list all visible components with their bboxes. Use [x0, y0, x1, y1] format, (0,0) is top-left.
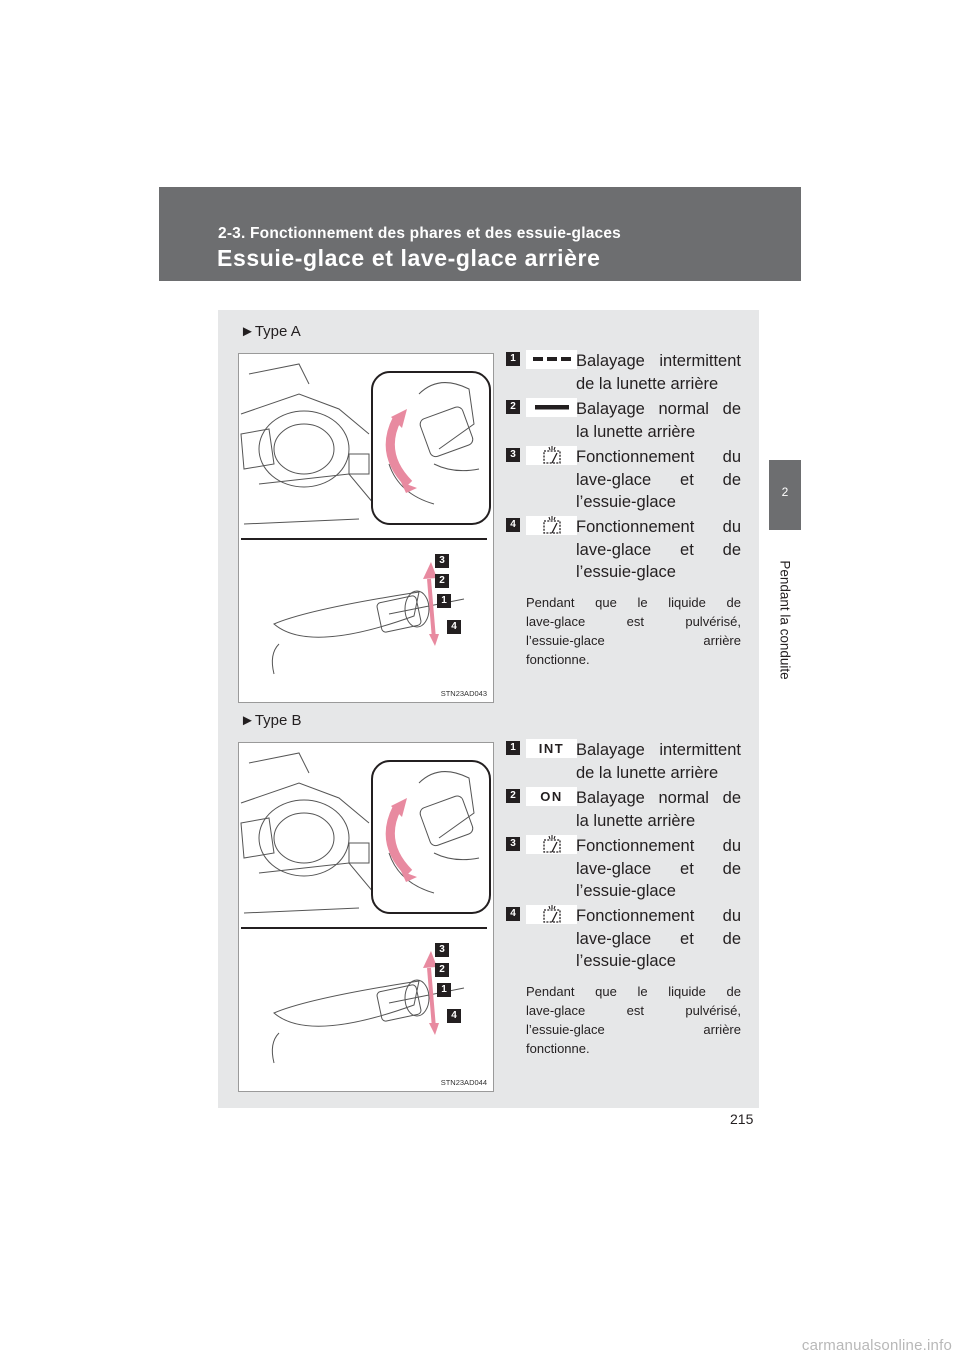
item-number: 2: [506, 789, 520, 803]
stalk-illustration-b: [239, 743, 495, 1093]
item-description: Balayage normal de la lunette arrière: [576, 400, 741, 441]
list-item: [506, 446, 741, 516]
list-item: [506, 350, 741, 398]
washer-icon: [526, 905, 577, 924]
list-item: [506, 516, 741, 586]
item-number: 3: [506, 837, 520, 851]
figure-code: STN23AD044: [440, 1078, 487, 1087]
dashed-bar-icon: [526, 350, 577, 369]
note-text: Pendant que le liquide de lave-glace est pulvérisé, l’essuie-glace arrière fonctionne.: [526, 984, 741, 1056]
chapter-number: 2: [781, 485, 789, 499]
item-description: Fonctionnement du lave-glace et de l’essuie-glace: [576, 448, 741, 511]
list-item: [506, 739, 741, 787]
note-text: Pendant que le liquide de lave-glace est pulvérisé, l’essuie-glace arrière fonctionne.: [526, 595, 741, 667]
item-description: Fonctionnement du lave-glace et de l’essuie-glace: [576, 837, 741, 900]
item-number: 2: [506, 400, 520, 414]
item-description: Fonctionnement du lave-glace et de l’essuie-glace: [576, 518, 741, 581]
callout-4: 4: [447, 620, 461, 634]
item-number: 1: [506, 741, 520, 755]
chapter-label: Pendant la conduite: [777, 560, 793, 680]
item-description: Fonctionnement du lave-glace et de l’essuie-glace: [576, 907, 741, 970]
washer-icon: [526, 835, 577, 854]
item-description: Balayage intermittent de la lunette arrière: [576, 352, 741, 393]
item-description: Balayage normal de la lunette arrière: [576, 789, 741, 830]
callout-3: 3: [435, 554, 449, 568]
callout-1: 1: [437, 594, 451, 608]
type-b-label: ►Type B: [240, 712, 302, 729]
list-item: [506, 787, 741, 835]
on-label-icon: ON: [526, 787, 577, 806]
item-number: 4: [506, 907, 520, 921]
solid-bar-icon: [526, 398, 577, 417]
section-title: 2-3. Fonctionnement des phares et des essuie-glaces: [218, 225, 621, 242]
stalk-illustration-a: [239, 354, 495, 704]
callout-3: 3: [435, 943, 449, 957]
callout-4: 4: [447, 1009, 461, 1023]
figure-code: STN23AD043: [440, 689, 487, 698]
watermark: carmanualsonline.info: [801, 1337, 952, 1354]
item-number: 3: [506, 448, 520, 462]
figure-type-b: [238, 742, 494, 1092]
page-number: 215: [730, 1111, 754, 1127]
callout-1: 1: [437, 983, 451, 997]
washer-icon: [526, 516, 577, 535]
figure-type-a: [238, 353, 494, 703]
callout-2: 2: [435, 963, 449, 977]
list-item: [506, 398, 741, 446]
page-header: [159, 187, 801, 281]
chapter-tab: [769, 460, 801, 530]
page-title: Essuie-glace et lave-glace arrière: [217, 245, 601, 271]
item-number: 1: [506, 352, 520, 366]
list-item: [506, 835, 741, 905]
item-description: Balayage intermittent de la lunette arrière: [576, 741, 741, 782]
type-a-label: ►Type A: [240, 323, 301, 340]
callout-2: 2: [435, 574, 449, 588]
item-number: 4: [506, 518, 520, 532]
list-item: [506, 905, 741, 975]
washer-icon: [526, 446, 577, 465]
int-label-icon: INT: [526, 739, 577, 758]
